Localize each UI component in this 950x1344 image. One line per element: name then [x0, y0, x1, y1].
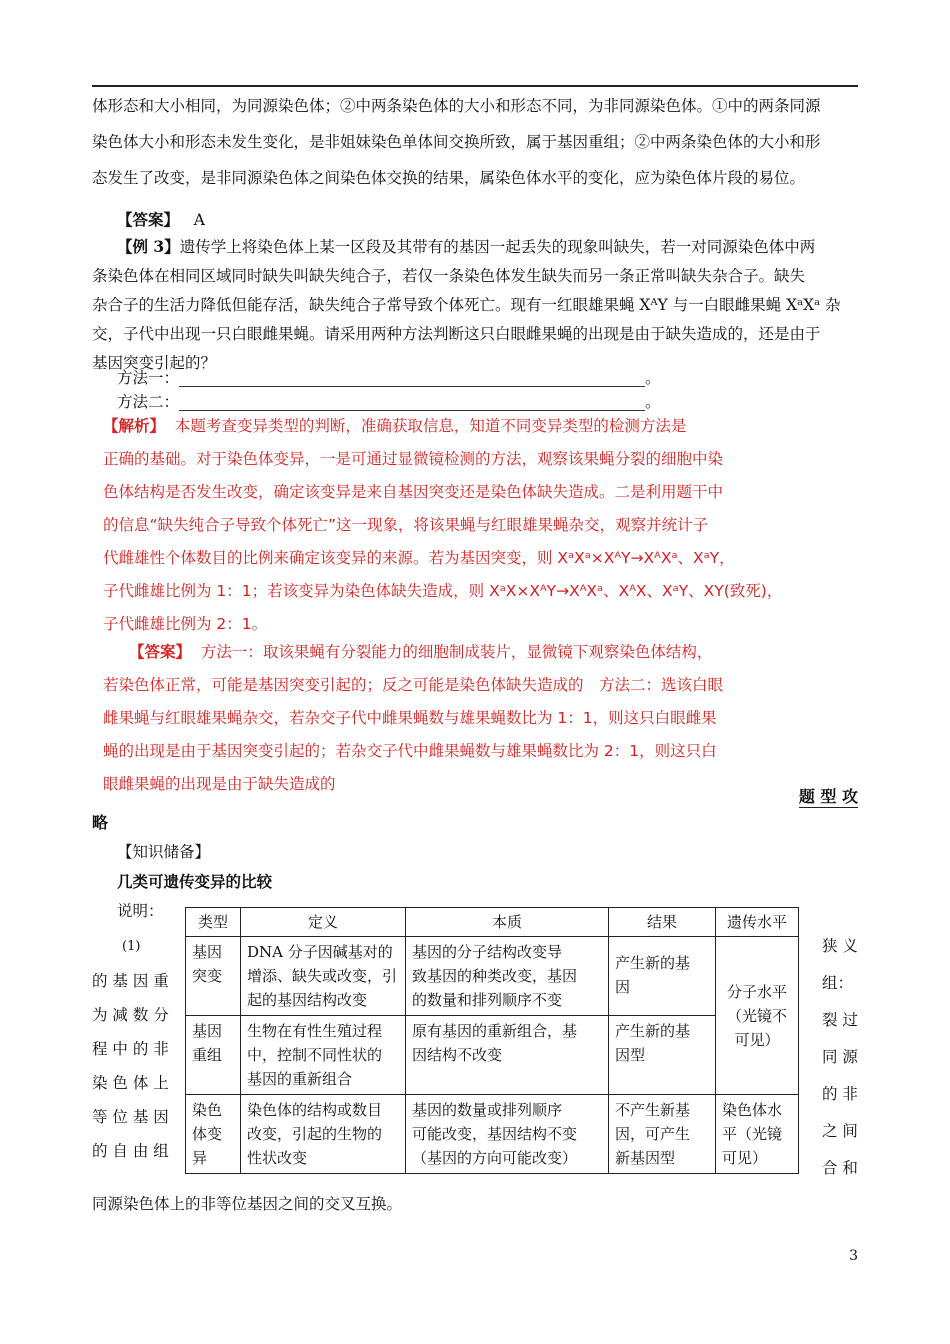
- text-line: 本题考查变异类型的判断，准确获取信息，知道不同变异类型的检测方法是: [174, 417, 687, 435]
- table-header-row: [186, 908, 799, 937]
- method-1-blank[interactable]: [179, 372, 645, 387]
- analysis-block: [103, 410, 783, 641]
- answer-label: 【答案】: [117, 210, 180, 229]
- text-line: 基因突变引起的？: [92, 354, 217, 372]
- intro-paragraph: [92, 88, 858, 196]
- essence-cell: 原有基因的重新组合，基 因结构不改变: [406, 1016, 609, 1095]
- text-line: 若染色体正常，可能是基因突变引起的；反之可能是染色体缺失造成的 方法二：选该白眼: [103, 676, 724, 694]
- analysis-label: 【解析】: [103, 417, 166, 435]
- definition-cell: 染色体的结构或数目 改变，引起的生物的 性状改变: [241, 1095, 406, 1174]
- table-row: [186, 1016, 799, 1095]
- text-line: 遗传学上将染色体上某一区段及其带有的基因一起丢失的现象叫缺失，若一对同源染色体中两: [179, 238, 816, 256]
- text-line: 体形态和大小相同，为同源染色体；②中两条染色体的大小和形态不同，为非同源染色体。①中的两条同源: [92, 97, 821, 115]
- knowledge-label: 【知识储备】: [117, 843, 211, 861]
- result-cell: 不产生新基 因，可产生 新基因型: [609, 1095, 716, 1174]
- method-1-label: 方法一：: [117, 369, 180, 387]
- method-2-row: 方法二： 。: [117, 393, 661, 411]
- header-cell: 遗传水平: [716, 908, 799, 937]
- comparison-table: [185, 907, 799, 1174]
- essence-cell: 基因的分子结构改变导 致基因的种类改变，基因 的数量和排列顺序不变: [406, 937, 609, 1016]
- answer-1: [117, 208, 205, 230]
- header-cell: 结果: [609, 908, 716, 937]
- answer-2-block: [103, 636, 783, 801]
- header-rule: [92, 85, 858, 87]
- closing-line: 同源染色体上的非等位基因之间的交叉互换。: [92, 1195, 403, 1213]
- level-cell: 分子水平 （光镜不 可见）: [716, 937, 799, 1095]
- definition-cell: 生物在有性生殖过程 中，控制不同性状的 基因的重新组合: [241, 1016, 406, 1095]
- comparison-title: 几类可遗传变异的比较: [117, 872, 273, 891]
- answer-value: A: [193, 211, 205, 229]
- text-line: 条染色体在相同区域同时缺失叫缺失纯合子，若仅一条染色体发生缺失而另一条正常叫缺失杂合子。缺失: [92, 267, 806, 285]
- header-cell: 本质: [406, 908, 609, 937]
- example-3: [92, 232, 858, 378]
- text-line: 态发生了改变，是非同源染色体之间染色体交换的结果，属染色体水平的变化，应为染色体片段的易位。: [92, 169, 806, 187]
- text-line: 杂合子的生活力降低但能存活，缺失纯合子常导致个体死亡。现有一红眼雄果蝇 XᴬY 与一白眼雌果蝇 XᵃXᵃ 杂: [92, 296, 841, 314]
- left-column-start: 说明：: [117, 902, 164, 920]
- type-cell: 基因 突变: [186, 937, 241, 1016]
- text-line: 交，子代中出现一只白眼雌果蝇。请采用两种方法判断这只白眼雌果蝇的出现是由于缺失造成的，还是由于: [92, 325, 821, 343]
- type-cell: 基因 重组: [186, 1016, 241, 1095]
- text-line: 子代雌雄比例为 1：1；若该变异为染色体缺失造成，则 XᵃX×XᴬY→XᴬXᵃ、XᴬX、XᵃY、XY(致死)，: [103, 582, 783, 600]
- level-cell: 染色体水 平（光镜 可见）: [716, 1095, 799, 1174]
- method-2-blank[interactable]: [179, 396, 645, 411]
- text-line: 正确的基础。对于染色体变异，一是可通过显微镜检测的方法，观察该果蝇分裂的细胞中染: [103, 450, 724, 468]
- text-line: 代雌雄性个体数目的比例来确定该变异的来源。若为基因突变，则 XᵃXᵃ×XᴬY→XᴬXᵃ、XᵃY，: [103, 549, 735, 567]
- header-cell: 类型: [186, 908, 241, 937]
- strategy-heading-cont: 略: [92, 813, 109, 832]
- text-line: 眼雌果蝇的出现是由于缺失造成的: [103, 775, 336, 793]
- answer-label: 【答案】: [129, 643, 192, 661]
- method-2-label: 方法二：: [117, 393, 180, 411]
- text-line: 子代雌雄比例为 2：1。: [103, 615, 268, 633]
- table-row: [186, 1095, 799, 1174]
- page-number: 3: [849, 1248, 858, 1264]
- left-column: (1) 的 基 因 重 为 减 数 分 程 中 的 非 染 色 体 上 等 位 基 因 的 自 由 组: [92, 939, 169, 1160]
- text-line: 方法一：取该果蝇有分裂能力的细胞制成装片，显微镜下观察染色体结构，: [200, 643, 713, 661]
- header-cell: 定义: [241, 908, 406, 937]
- essence-cell: 基因的数量或排列顺序 可能改变，基因结构不变 （基因的方向可能改变）: [406, 1095, 609, 1174]
- text-line: 蝇的出现是由于基因突变引起的；若杂交子代中雌果蝇数与雄果蝇数比为 2：1，则这只白: [103, 742, 717, 760]
- result-cell: 产生新的基 因型: [609, 1016, 716, 1095]
- method-1-row: 方法一： 。: [117, 369, 661, 387]
- example-label: 【例 3】: [117, 237, 180, 256]
- text-line: 的信息“缺失纯合子导致个体死亡”这一现象，将该果蝇与红眼雄果蝇杂交，观察并统计子: [103, 516, 709, 534]
- text-line: 色体结构是否发生改变，确定该变异是来自基因突变还是染色体缺失造成。二是利用题干中: [103, 483, 724, 501]
- table-row: [186, 937, 799, 1016]
- text-line: 雌果蝇与红眼雄果蝇杂交，若杂交子代中雌果蝇数与雄果蝇数比为 1：1，则这只白眼雌果: [103, 709, 717, 727]
- strategy-heading: 题 型 攻: [799, 784, 858, 808]
- definition-cell: DNA 分子因碱基对的 增添、缺失或改变，引 起的基因结构改变: [241, 937, 406, 1016]
- result-cell: 产生新的基 因: [609, 937, 716, 1016]
- text-line: 染色体大小和形态未发生变化，是非姐妹染色单体间交换所致，属于基因重组；②中两条染色体的大小和形: [92, 133, 821, 151]
- right-column: 狭 义 组： 裂 过 同 源 的 非 之 间 合 和: [822, 937, 858, 1177]
- type-cell: 染色 体变 异: [186, 1095, 241, 1174]
